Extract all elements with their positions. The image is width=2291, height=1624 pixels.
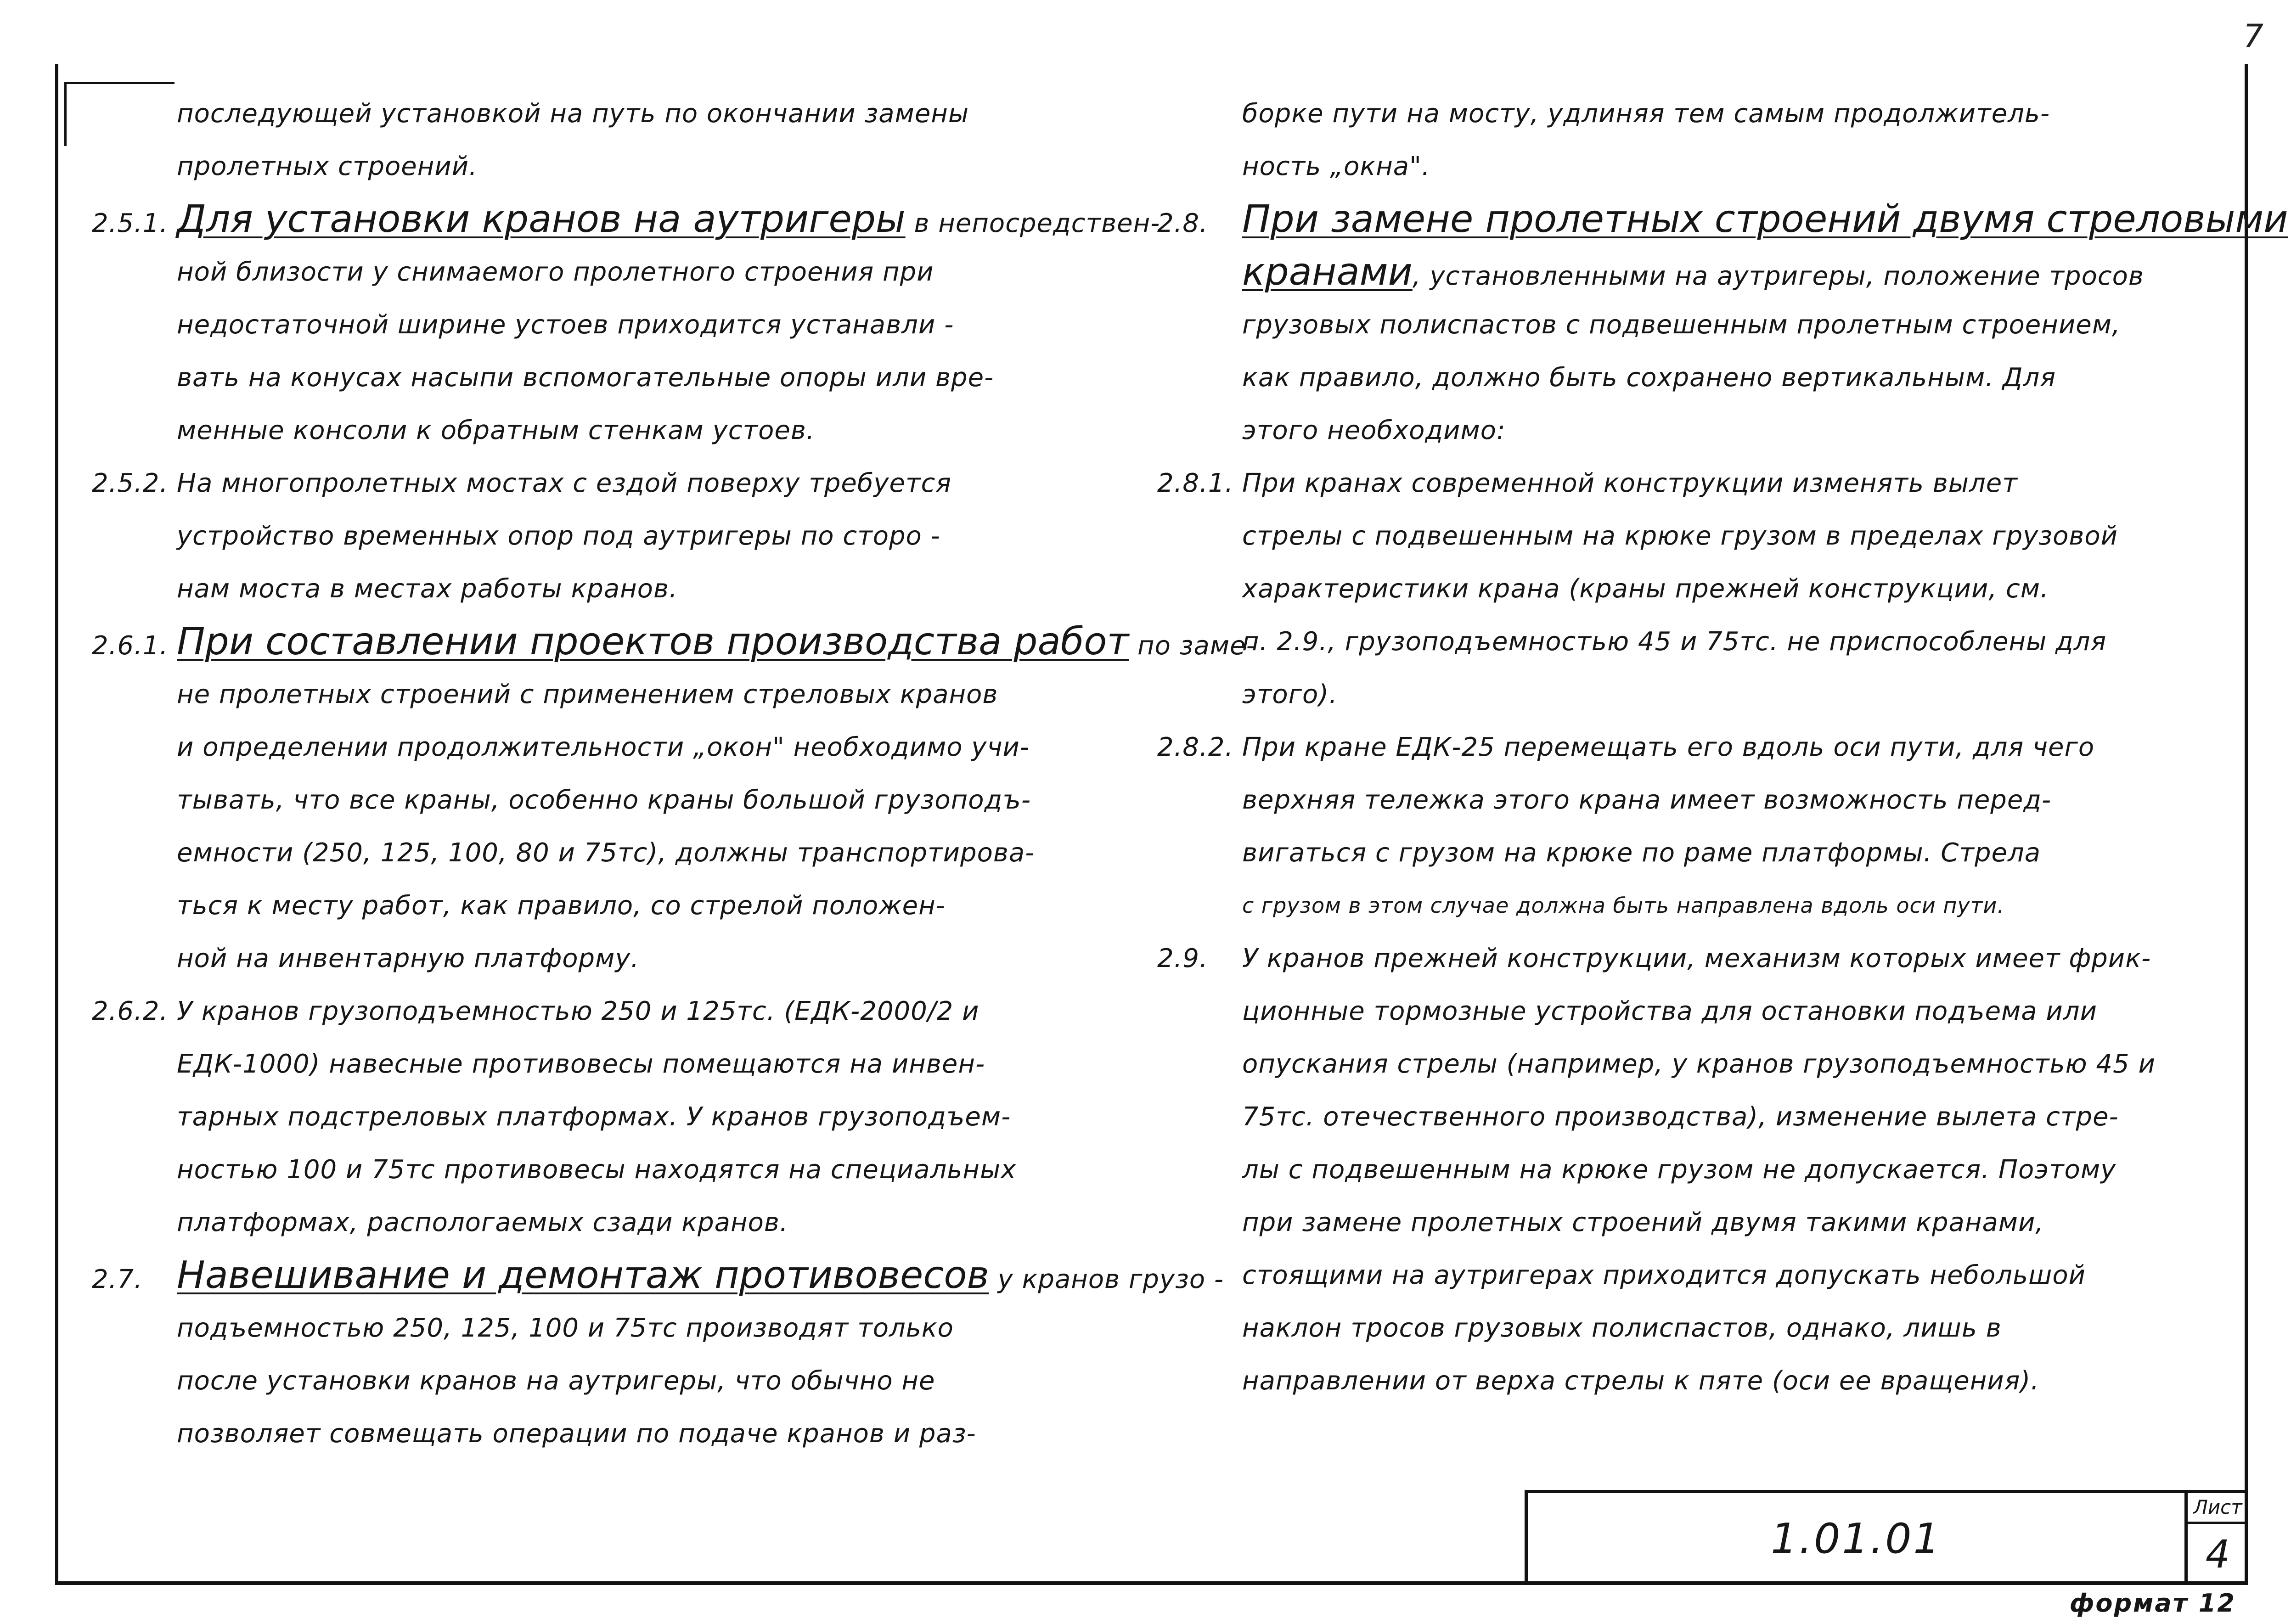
left-line — [92, 404, 1116, 457]
line-text: ться к месту работ, как правило, со стрелой положен- — [177, 891, 946, 921]
sheet-cell — [2184, 1493, 2248, 1585]
line-text: пролетных строений. — [177, 152, 478, 181]
clause-heading: При составлении проектов производства работ — [177, 620, 1129, 663]
line-text: лы с подвешенным на крюке грузом не допускается. Поэтому — [1242, 1155, 2117, 1185]
right-line — [1157, 932, 2236, 985]
line-text: подъемностью 250, 125, 100 и 75тс производят только — [177, 1313, 954, 1343]
line-text: менные консоли к обратным стенкам устоев. — [177, 416, 815, 445]
clause-heading: кранами — [1242, 250, 1413, 294]
left-line — [92, 1354, 1116, 1407]
right-line — [1157, 1143, 2236, 1196]
line-text: ЕДК-1000) навесные противовесы помещаются на инвен- — [177, 1049, 985, 1079]
line-text: этого необходимо: — [1242, 416, 1506, 445]
line-text: На многопролетных мостах с ездой поверху требуется — [177, 468, 952, 498]
clause-number: 2.5.1. — [92, 208, 169, 238]
right-line — [1157, 1354, 2236, 1407]
clause-number: 2.6.1. — [92, 631, 169, 661]
right-line — [1157, 1249, 2236, 1302]
line-text: верхняя тележка этого крана имеет возможность перед- — [1242, 785, 2052, 815]
right-line — [1157, 774, 2236, 826]
line-text: в непосредствен- — [905, 208, 1160, 238]
line-text: борке пути на мосту, удлиняя тем самым продолжитель- — [1242, 99, 2050, 129]
line-text: платформах, распологаемых сзади кранов. — [177, 1208, 788, 1237]
left-line — [92, 932, 1116, 985]
line-text: по заме- — [1129, 631, 1256, 661]
line-text: ной на инвентарную платформу. — [177, 944, 640, 973]
right-line — [1157, 668, 2236, 721]
line-text: наклон тросов грузовых полиспастов, однако, лишь в — [1242, 1313, 2002, 1343]
clause-heading: При замене пролетных строений двумя стреловыми — [1242, 197, 2288, 241]
format-label: формат 12 — [2069, 1589, 2236, 1618]
line-text: тарных подстреловых платформах. У кранов грузоподъем- — [177, 1102, 1011, 1132]
right-line — [1157, 562, 2236, 615]
line-text: ной близости у снимаемого пролетного строения при — [177, 257, 934, 287]
left-line — [92, 1249, 1224, 1302]
line-text: п. 2.9., грузоподъемностью 45 и 75тс. не приспособлены для — [1242, 627, 2107, 657]
line-text: при замене пролетных строений двумя такими кранами, — [1242, 1208, 2044, 1237]
right-line — [1157, 193, 2288, 246]
clause-number: 2.7. — [92, 1264, 143, 1294]
right-line — [1157, 457, 2236, 510]
line-text: вигаться с грузом на крюке по раме платформы. Стрела — [1242, 838, 2041, 868]
right-line — [1157, 1090, 2236, 1143]
line-text: направлении от верха стрелы к пяте (оси ее вращения). — [1242, 1366, 2040, 1396]
line-text: устройство временных опор под аутригеры по сторо - — [177, 521, 940, 551]
clause-number: 2.8.1. — [1157, 468, 1234, 498]
clause-heading: Навешивание и демонтаж противовесов — [177, 1253, 989, 1297]
right-line — [1157, 351, 2236, 404]
line-text: При кране ЕДК-25 перемещать его вдоль оси пути, для чего — [1242, 732, 2095, 762]
right-line — [1157, 140, 2236, 193]
left-line — [92, 1143, 1116, 1196]
top-rule — [64, 82, 174, 84]
left-line — [92, 1196, 1116, 1249]
left-line — [92, 87, 1116, 140]
right-line — [1157, 879, 2236, 932]
line-text: этого). — [1242, 680, 1338, 709]
line-text: тывать, что все краны, особенно краны большой грузоподъ- — [177, 785, 1031, 815]
line-text: стрелы с подвешенным на крюке грузом в пределах грузовой — [1242, 521, 2118, 551]
left-line — [92, 668, 1116, 721]
line-text: У кранов прежней конструкции, механизм которых имеет фрик- — [1242, 944, 2151, 973]
left-line — [92, 140, 1116, 193]
left-line — [92, 351, 1116, 404]
right-column — [1157, 87, 2288, 1407]
left-line — [92, 1302, 1116, 1354]
clause-heading: Для установки кранов на аутригеры — [177, 197, 906, 241]
line-text: вать на конусах насыпи вспомогательные опоры или вре- — [177, 363, 994, 393]
line-text: 75тс. отечественного производства), изменение вылета стре- — [1242, 1102, 2119, 1132]
clause-number: 2.6.2. — [92, 996, 169, 1026]
line-text: не пролетных строений с применением стреловых кранов — [177, 680, 998, 709]
document-code: 1.01.01 — [1771, 1515, 1942, 1563]
clause-number: 2.5.2. — [92, 468, 169, 498]
right-line — [1157, 87, 2236, 140]
right-line — [1157, 721, 2236, 774]
left-line — [92, 246, 1116, 298]
left-line — [92, 826, 1116, 879]
line-text: характеристики крана (краны прежней конструкции, см. — [1242, 574, 2049, 604]
left-line — [92, 774, 1116, 826]
right-line — [1157, 1196, 2236, 1249]
left-line — [92, 1090, 1116, 1143]
line-text: и определении продолжительности „окон" необходимо учи- — [177, 732, 1030, 762]
left-line — [92, 879, 1116, 932]
left-line — [92, 562, 1116, 615]
left-line — [92, 457, 1116, 510]
line-text: При кранах современной конструкции изменять вылет — [1242, 468, 2018, 498]
left-line — [92, 298, 1116, 351]
right-line — [1157, 246, 2236, 298]
title-block — [1525, 1490, 2248, 1585]
line-text: последующей установкой на путь по окончании замены — [177, 99, 969, 129]
sheet-label: Лист — [2188, 1493, 2248, 1524]
right-line — [1157, 298, 2236, 351]
right-line — [1157, 1038, 2236, 1090]
right-line — [1157, 985, 2236, 1038]
left-line — [92, 193, 1160, 246]
line-text: стоящими на аутригерах приходится допускать небольшой — [1242, 1260, 2086, 1290]
right-line — [1157, 404, 2236, 457]
clause-number: 2.9. — [1157, 944, 1208, 973]
line-text: , установленными на аутригеры, положение тросов — [1412, 261, 2144, 291]
left-line — [92, 1038, 1116, 1090]
left-line — [92, 615, 1256, 668]
line-text: ностью 100 и 75тс противовесы находятся на специальных — [177, 1155, 1017, 1185]
left-line — [92, 510, 1116, 562]
line-text: как правило, должно быть сохранено вертикальным. Для — [1242, 363, 2056, 393]
line-text: ность „окна". — [1242, 152, 1430, 181]
line-text: грузовых полиспастов с подвешенным пролетным строением, — [1242, 310, 2121, 340]
line-text: емности (250, 125, 100, 80 и 75тс), должны транспортирова- — [177, 838, 1035, 868]
left-line — [92, 1407, 1116, 1460]
page-number: 7 — [2243, 17, 2263, 55]
line-text: у кранов грузо - — [989, 1264, 1224, 1294]
left-line — [92, 985, 1116, 1038]
line-text: после установки кранов на аутригеры, что обычно не — [177, 1366, 935, 1396]
line-text: опускания стрелы (например, у кранов грузоподъемностью 45 и — [1242, 1049, 2156, 1079]
corner-tick — [64, 82, 67, 146]
line-text: ционные тормозные устройства для остановки подъема или — [1242, 996, 2097, 1026]
right-line — [1157, 615, 2236, 668]
right-line — [1157, 510, 2236, 562]
line-text: недостаточной ширине устоев приходится устанавли - — [177, 310, 954, 340]
line-text: У кранов грузоподъемностью 250 и 125тс. (ЕДК-2000/2 и — [177, 996, 979, 1026]
right-line — [1157, 1302, 2236, 1354]
line-text: нам моста в местах работы кранов. — [177, 574, 678, 604]
line-text: с грузом в этом случае должна быть направлена вдоль оси пути. — [1242, 893, 2004, 918]
left-line — [92, 721, 1116, 774]
sheet-number: 4 — [2205, 1532, 2230, 1577]
clause-number: 2.8. — [1157, 208, 1208, 238]
clause-number: 2.8.2. — [1157, 732, 1234, 762]
line-text: позволяет совмещать операции по подаче кранов и раз- — [177, 1419, 976, 1449]
right-line — [1157, 826, 2236, 879]
